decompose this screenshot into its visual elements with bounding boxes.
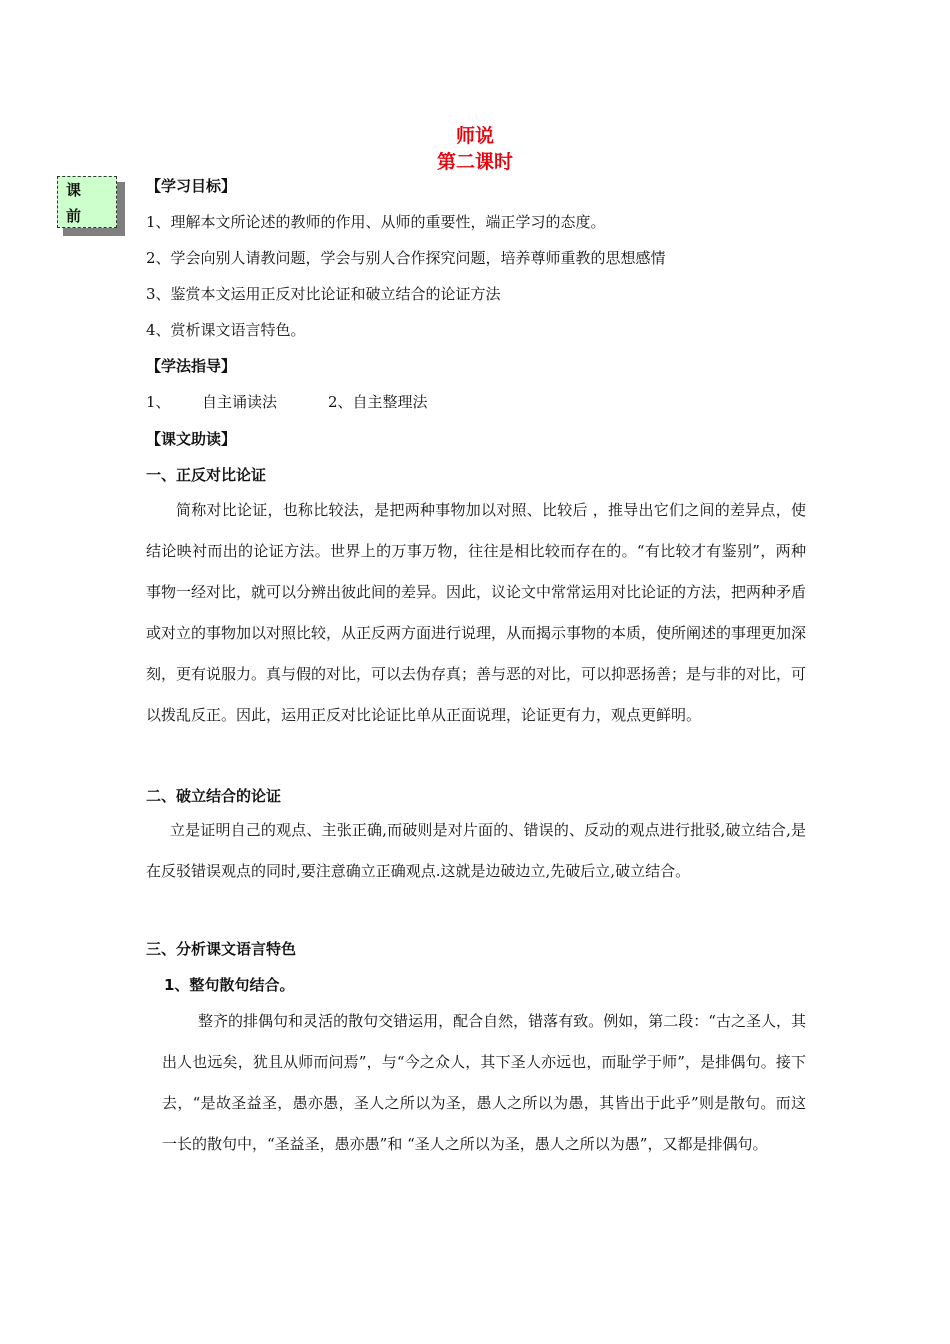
goal-item: 3、鉴赏本文运用正反对比论证和破立结合的论证方法 [146,285,501,303]
section-body: 整齐的排偶句和灵活的散句交错运用，配合自然，错落有致。例如，第二段：“古之圣人，其出人也远矣，犹且从师而问焉”，与“今之众人，其下圣人亦远也，而耻学于师”，是排偶句。接下去，“是故圣益圣，愚亦愚，圣人之所以为圣，愚人之所以为愚，其皆出于此乎”则是散句。而这一长的散句中，“圣益圣，愚亦愚”和 “圣人之所以为圣，愚人之所以为愚”，又都是排偶句。 [162,1012,806,1153]
section-heading: 三、分析课文语言特色 [146,940,297,958]
page-title: 师说 [455,125,494,147]
side-label-face [57,176,117,228]
sub-heading: 1、整句散句结合。 [164,976,295,994]
method-item: 2、自主整理法 [328,393,428,411]
side-label-char: 课 [66,181,82,199]
section-heading: 一、正反对比论证 [146,466,267,484]
method-item-number: 1、 [146,393,171,411]
section-body: 立是证明自己的观点、主张正确,而破则是对片面的、错误的、反动的观点进行批驳,破立结合,是在反驳错误观点的同时,要注意确立正确观点.这就是边破边立,先破后立,破立结合。 [146,821,806,880]
section-heading: 二、破立结合的论证 [146,787,282,805]
section-body: 简称对比论证，也称比较法，是把两种事物加以对照、比较后 ，推导出它们之间的差异点，使结论映衬而出的论证方法。世界上的万事万物，往往是相比较而存在的。“有比较才有鉴别”，两种事物一经对比，就可以分辨出彼此间的差异。因此，议论文中常常运用对比论证的方法，把两种矛盾或对立的事物加以对照比较，从正反两方面进行说理，从而揭示事物的本质，使所阐述的事理更加深刻，更有说服力。真与假的对比，可以去伪存真；善与恶的对比，可以抑恶扬善；是与非的对比，可以拨乱反正。因此，运用正反对比论证比单从正面说理，论证更有力，观点更鲜明。 [146,501,807,724]
method-item: 自主诵读法 [202,393,278,411]
side-label-char: 前 [66,207,82,225]
page-subtitle: 第二课时 [436,151,513,173]
goal-item: 2、学会向别人请教问题，学会与别人合作探究问题，培养尊师重教的思想感情 [146,249,666,267]
goals-heading: 【学习目标】 [146,177,237,195]
side-label-box [57,176,119,230]
goal-item: 4、赏析课文语言特色。 [146,321,306,339]
reading-heading: 【课文助读】 [146,430,237,448]
method-heading: 【学法指导】 [146,357,237,375]
goal-item: 1、理解本文所论述的教师的作用、从师的重要性，端正学习的态度。 [146,213,606,231]
